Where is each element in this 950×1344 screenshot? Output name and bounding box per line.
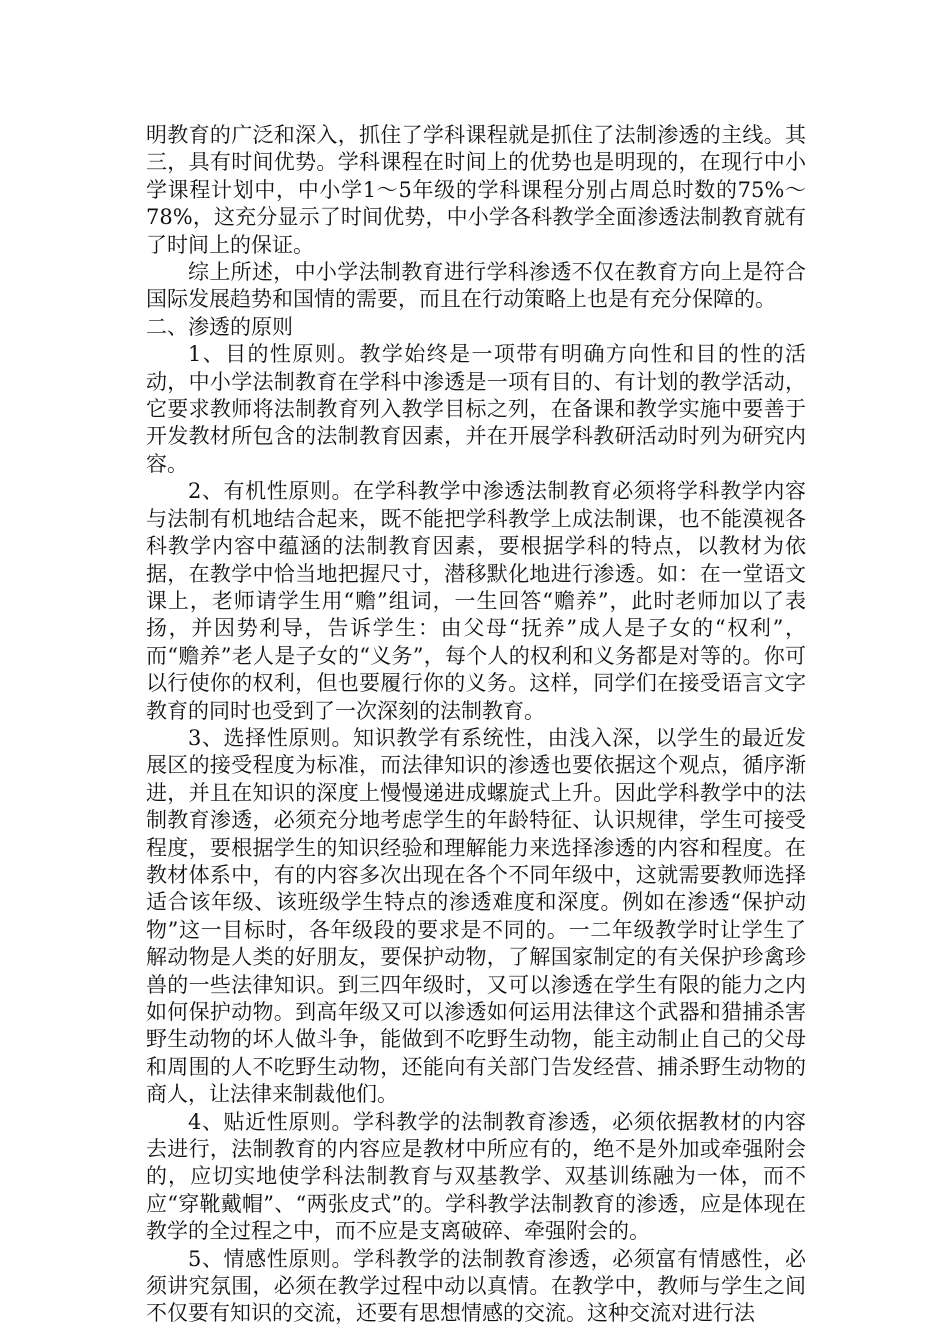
paragraph-principle-3: 3、选择性原则。知识教学有系统性，由浅入深，以学生的最近发展区的接受程度为标准，而法律知识的渗透也要依据这个观点，循序渐进，并且在知识的深度上慢慢递进成螺旋式上升。因此学科教学中的法制教育渗透，必须充分地考虑学生的年龄特征、认识规律，学生可接受程度，要根据学生的知识经验和理解能力来选择渗透的内容和程度。在教材体系中，有的内容多次出现在各个不同年级中，这就需要教师选择适合该年级、该班级学生特点的渗透难度和深度。例如在渗透“保护动物”这一目标时，各年级段的要求是不同的。一二年级教学时让学生了解动物是人类的好朋友，要保护动物，了解国家制定的有关保护珍禽珍兽的一些法律知识。到三四年级时，又可以渗透在学生有限的能力之内如何保护动物。到高年级又可以渗透如何运用法律这个武器和猎捕杀害野生动物的坏人做斗争，能做到不吃野生动物，能主动制止自己的父母和周围的人不吃野生动物，还能向有关部门告发经营、捕杀野生动物的商人，让法律来制裁他们。 xyxy=(146,725,806,1107)
paragraph-principle-5: 5、情感性原则。学科教学的法制教育渗透，必须富有情感性，必须讲究氛围，必须在教学过程中动以真情。在教学中，教师与学生之间不仅要有知识的交流，还要有思想情感的交流。这种交流对进行法 xyxy=(146,1246,806,1326)
paragraph-principle-1: 1、目的性原则。教学始终是一项带有明确方向性和目的性的活动，中小学法制教育在学科中渗透是一项有目的、有计划的教学活动，它要求教师将法制教育列入教学目标之列，在备课和教学实施中要善于开发教材所包含的法制教育因素，并在开展学科教研活动时列为研究内容。 xyxy=(146,342,806,476)
paragraph-principle-4: 4、贴近性原则。学科教学的法制教育渗透，必须依据教材的内容去进行，法制教育的内容应是教材中所应有的，绝不是外加或牵强附会的，应切实地使学科法制教育与双基教学、双基训练融为一体，而不应“穿靴戴帽”、“两张皮式”的。学科教学法制教育的渗透，应是体现在教学的全过程之中，而不应是支离破碎、牵强附会的。 xyxy=(146,1109,806,1244)
section-heading: 二、渗透的原则 xyxy=(146,314,293,339)
paragraph-summary: 综上所述，中小学法制教育进行学科渗透不仅在教育方向上是符合国际发展趋势和国情的需要，而且在行动策略上也是有充分保障的。 xyxy=(146,260,806,312)
paragraph-principle-2: 2、有机性原则。在学科教学中渗透法制教育必须将学科教学内容与法制有机地结合起来，既不能把学科教学上成法制课，也不能漠视各科教学内容中蕴涵的法制教育因素，要根据学科的特点，以教材为依据，在教学中恰当地把握尺寸，潜移默化地进行渗透。如：在一堂语文课上，老师请学生用“赡”组词，一生回答“赡养”，此时老师加以了表扬，并因势利导，告诉学生：由父母“抚养”成人是子女的“权利”，而“赡养”老人是子女的“义务”，每个人的权利和义务都是对等的。你可以行使你的权利，但也要履行你的义务。这样，同学们在接受语言文字教育的同时也受到了一次深刻的法制教育。 xyxy=(146,479,806,723)
paragraph-continuation: 明教育的广泛和深入，抓住了学科课程就是抓住了法制渗透的主线。其三，具有时间优势。学科课程在时间上的优势也是明现的，在现行中小学课程计划中，中小学1～5年级的学科课程分别占周总时数的75%～78%，这充分显示了时间优势，中小学各科教学全面渗透法制教育就有了时间上的保证。 xyxy=(146,123,806,257)
document-page xyxy=(146,122,806,1328)
